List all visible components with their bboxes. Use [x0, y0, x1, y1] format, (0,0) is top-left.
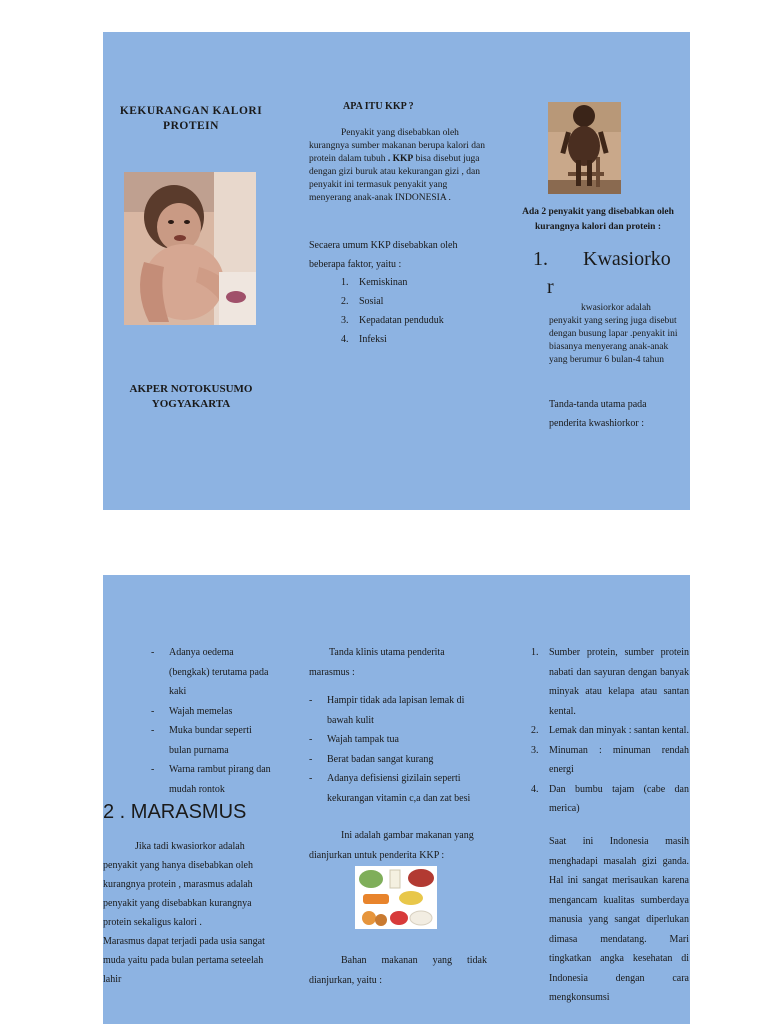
disease-1-name: Kwasiorko — [583, 248, 671, 270]
sign-item: - Adanya oedema (bengkak) terutama pada kaki — [151, 643, 276, 702]
food-item: 1. Sumber protein, sumber protein nabati dan sayuran dengan banyak minyak atau kelapa atau santan kental. — [531, 647, 689, 717]
food-item: 3. Minuman : minuman rendah energi — [531, 744, 689, 775]
kkp-definition — [309, 127, 487, 205]
sign-item: - Wajah tampak tua — [309, 730, 487, 750]
malnourished-child-photo — [124, 172, 256, 325]
what-is-kkp-heading: APA ITU KKP ? — [343, 101, 414, 112]
kkp-bold: . KKP — [385, 154, 414, 164]
kkp-definition-a: Penyakit yang disebabkan oleh kurangnya sumber makanan berupa kalori dan protein dalam tubuh — [309, 128, 485, 164]
sign-item: - Warna rambut pirang dan mudah rontok — [151, 760, 276, 799]
marasmus-para-b: Marasmus dapat terjadi pada usia sangat muda yaitu pada bulan pertama seteelah lahir — [103, 936, 265, 985]
marasmus-signs-intro: Tanda klinis utama penderita marasmus : — [309, 647, 445, 678]
two-diseases-heading: Ada 2 penyakit yang disebabkan oleh kurangnya kalori dan protein : — [522, 207, 674, 232]
not-recommended-food-intro: Bahan makanan yang tidak dianjurkan, yaitu : — [309, 955, 487, 986]
disease-1-name-wrap: r — [547, 276, 554, 298]
disease-1-number: 1. — [533, 248, 548, 270]
recommended-food-intro: Ini adalah gambar makanan yang dianjurkan untuk penderita KKP : — [309, 830, 474, 861]
brochure-page-2 — [103, 575, 690, 1024]
institution-name — [111, 382, 271, 412]
institution-line-2: YOGYAKARTA — [151, 398, 231, 410]
food-item: 4. Dan bumbu tajam (cabe dan merica) — [531, 783, 689, 814]
marasmus-heading: 2 . MARASMUS — [103, 801, 247, 823]
recommended-food-photo — [355, 866, 437, 929]
disease-1-title — [533, 245, 688, 301]
not-recommended-food-list — [531, 643, 689, 819]
marasmus-signs-list — [309, 691, 487, 808]
kwashiorkor-description: kwasiorkor adalah penyakit yang sering juga disebut dengan busung lapar .penyakit ini biasanya menyerang anak-anak yang berumur 6 bulan-4 tahun — [549, 303, 678, 365]
kwashiorkor-child-photo — [548, 102, 621, 194]
factor-item: 1. Kemiskinan — [341, 277, 408, 288]
factor-item: 2. Sosial — [341, 296, 384, 307]
sign-item: - Muka bundar seperti bulan purnama — [151, 721, 276, 760]
institution-line-1: AKPER NOTOKUSUMO — [129, 383, 253, 395]
sign-item: - Hampir tidak ada lapisan lemak di bawah kulit — [309, 691, 487, 730]
kkp-causes-intro: Secaera umum KKP disebabkan oleh beberapa faktor, yaitu : — [309, 240, 458, 270]
closing-paragraph: Saat ini Indonesia masih menghadapi masalah gizi ganda. Hal ini sangat merisaukan karena mengancam kualitas sumberdaya manusia yang sangat diperlukan dimasa mendatang. Mari tingkatkan angka kesehatan di Indonesia dengan cara mengkonsumsi — [549, 836, 689, 1003]
brochure-page-1 — [103, 32, 690, 510]
sign-item: - Adanya defisiensi gizilain seperti kekurangan vitamin c,a dan zat besi — [309, 769, 487, 808]
kwashiorkor-signs-intro: Tanda-tanda utama pada penderita kwashiorkor : — [549, 399, 647, 429]
kwashiorkor-signs-list — [151, 643, 276, 799]
sign-item: - Berat badan sangat kurang — [309, 750, 487, 770]
factor-item: 3. Kepadatan penduduk — [341, 315, 444, 326]
brochure-title: KEKURANGAN KALORI PROTEIN — [119, 105, 263, 132]
sign-item: - Wajah memelas — [151, 702, 276, 722]
marasmus-para-a: Jika tadi kwasiorkor adalah penyakit yang hanya disebabkan oleh kurangnya protein , marasmus adalah penyakit yang disebabkan kurangnya protein sekaligus kalori . — [103, 841, 253, 928]
marasmus-description — [103, 837, 275, 989]
kkp-factor-list — [341, 273, 491, 349]
factor-item: 4. Infeksi — [341, 334, 387, 345]
food-item: 2. Lemak dan minyak : santan kental. — [531, 725, 689, 736]
kkp-definition-b: bisa disebut juga dengan gizi buruk atau kekurangan gizi , dan penyakit ini termasuk penyakit yang menyerang anak-anak INDONESIA . — [309, 154, 480, 203]
